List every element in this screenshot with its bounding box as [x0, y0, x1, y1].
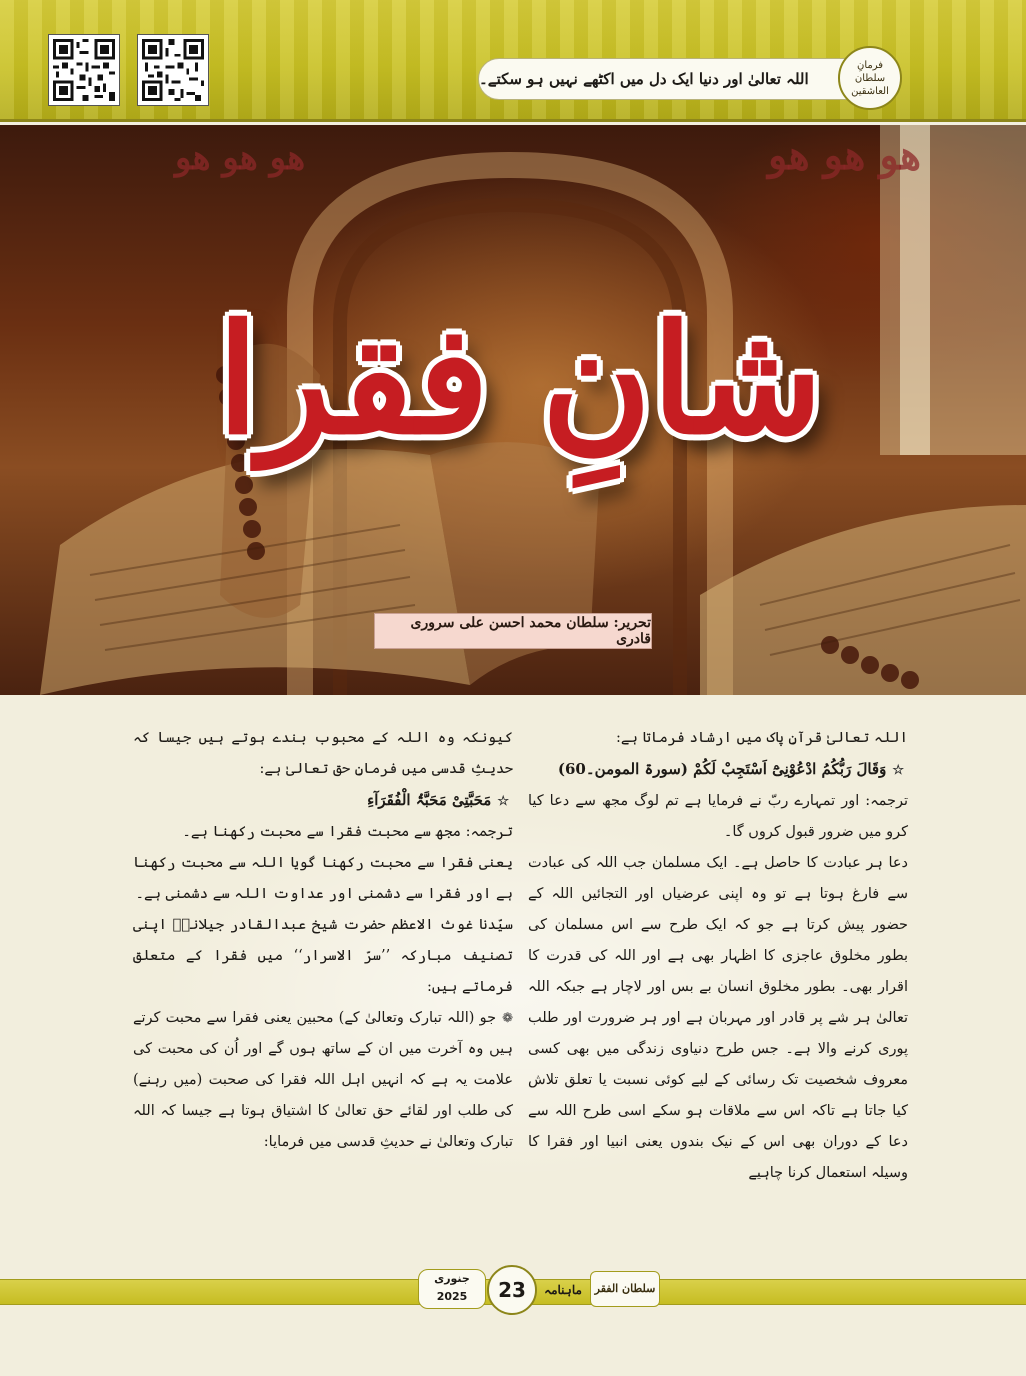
verse-translation: ترجمہ: اور تمہارے ربّ نے فرمایا ہے تم لوگ مجھ سے دعا کیا کرو میں ضرور قبول کروں گا۔	[528, 793, 908, 840]
quote-text: جو (اللہ تبارک وتعالیٰ کے) محبین یعنی فقرا سے محبت کرتے ہیں وہ آخرت میں ان کے ساتھ ہوں گے اور اُن کی محبت کی علامت یہ ہے کہ انہیں اہل اللہ فقرا کی صحبت (میں رہنے) کی طلب اور لقائے حق تعالیٰ کا اشتیاق ہوتا ہے جیسا کہ اللہ تبارک وتعالیٰ نے حدیثِ قدسی میں فرمایا:	[133, 1010, 513, 1150]
intro-text: اللہ تعالیٰ قرآنِ پاک میں ارشاد فرماتا ہے:	[615, 730, 908, 746]
star-icon: ☆	[892, 763, 904, 778]
badge-line-1: فرمانِ	[856, 59, 884, 71]
header-badge	[838, 46, 902, 110]
star-icon: ☆	[497, 794, 509, 809]
body-paragraph: سیّدنا غوث الاعظم حضرت شیخ عبدالقادر جیلانیؓ اپنی تصنیف مبارکہ ’’سرّ الاسرار‘‘ میں فقرا کے متعلق فرماتے ہیں:	[133, 917, 513, 995]
verse-text: وَقَالَ رَبُّکُمُ ادْعُوْنِیْٓ اَسْتَجِبْ لَکُمْ (سورۃ المومن۔60)	[557, 760, 887, 778]
body-paragraph: یعنی فقرا سے محبت رکھنا گویا اللہ سے محبت رکھنا ہے اور فقرا سے دشمنی اور عداوت اللہ سے دشمنی ہے۔	[133, 855, 513, 902]
calligraphy-right: ھو ھو ھو	[768, 132, 922, 179]
issue-year: 2025	[436, 1290, 468, 1303]
page-footer	[0, 1265, 1026, 1376]
page-number: 23	[487, 1265, 537, 1315]
issue-date	[418, 1269, 486, 1309]
body-paragraph: دعا ہر عبادت کا حاصل ہے۔ ایک مسلمان جب اللہ کی عبادت سے فارغ ہوتا ہے تو وہ اپنی عرضیاں اور التجائیں اللہ کے حضور پیش کرتا ہے جو کہ ایک طرح سے اس مسلمان کی بطور مخلوق عاجزی کا اظہار بھی ہے اور اللہ کی قدرت کا اقرار بھی۔ بطور مخلوق انسان بے بس اور لاچار ہے جبکہ اللہ تعالیٰ ہر شے پر قادر اور مہربان ہے اور ہر ضرورت اور طلب پوری کرنے والا ہے۔ جس طرح دنیاوی زندگی میں بھی کسی معروف شخصیت تک رسائی کے لیے کوئی نسبت یا تعلق تلاش کیا جاتا ہے تاکہ اس سے ملاقات ہو سکے اسی طرح اللہ سے دعا کے دوران بھی اس کے نیک بندوں یعنی انبیا اور فقرا کا وسیلہ استعمال کرنا چاہیے	[528, 855, 908, 1181]
qr-code-icon[interactable]	[137, 34, 209, 106]
right-column	[528, 723, 908, 1189]
header-band	[0, 0, 1026, 122]
magazine-label: ماہنامہ	[544, 1283, 582, 1297]
header-quote: اللہ تعالیٰ اور دنیا ایک دل میں اکٹھے نہیں ہو سکتے۔	[478, 58, 882, 100]
author-byline: تحریر: سلطان محمد احسن علی سروری قادری	[374, 613, 652, 649]
calligraphy-left: ھو ھو ھو	[175, 138, 306, 178]
hadith-arabic: مَحَبَّتِیْ مَحَبَّۃُ الْفُقَرَآءِ	[367, 791, 492, 809]
magazine-logo: سلطان الفقر	[590, 1271, 660, 1307]
issue-month: جنوری	[434, 1272, 470, 1285]
article-title: شانِ فقرا	[217, 292, 823, 468]
hadith-translation: ترجمہ: مجھ سے محبت فقرا سے محبت رکھنا ہے۔	[182, 824, 513, 840]
article-body	[0, 695, 1026, 1265]
hadith-text	[133, 785, 513, 817]
badge-line-2: سلطان العاشقین	[851, 72, 889, 97]
intro-text: کیونکہ وہ اللہ کے محبوب بندے ہوتے ہیں جیسا کہ حدیثِ قدسی میں فرمانِ حق تعالیٰ ہے:	[133, 730, 513, 777]
left-column	[133, 723, 513, 1158]
flower-icon: ❁	[502, 1011, 513, 1026]
hero-image	[0, 125, 1026, 695]
quran-verse	[528, 754, 908, 786]
quote-paragraph	[133, 1003, 513, 1158]
qr-code-icon[interactable]	[48, 34, 120, 106]
